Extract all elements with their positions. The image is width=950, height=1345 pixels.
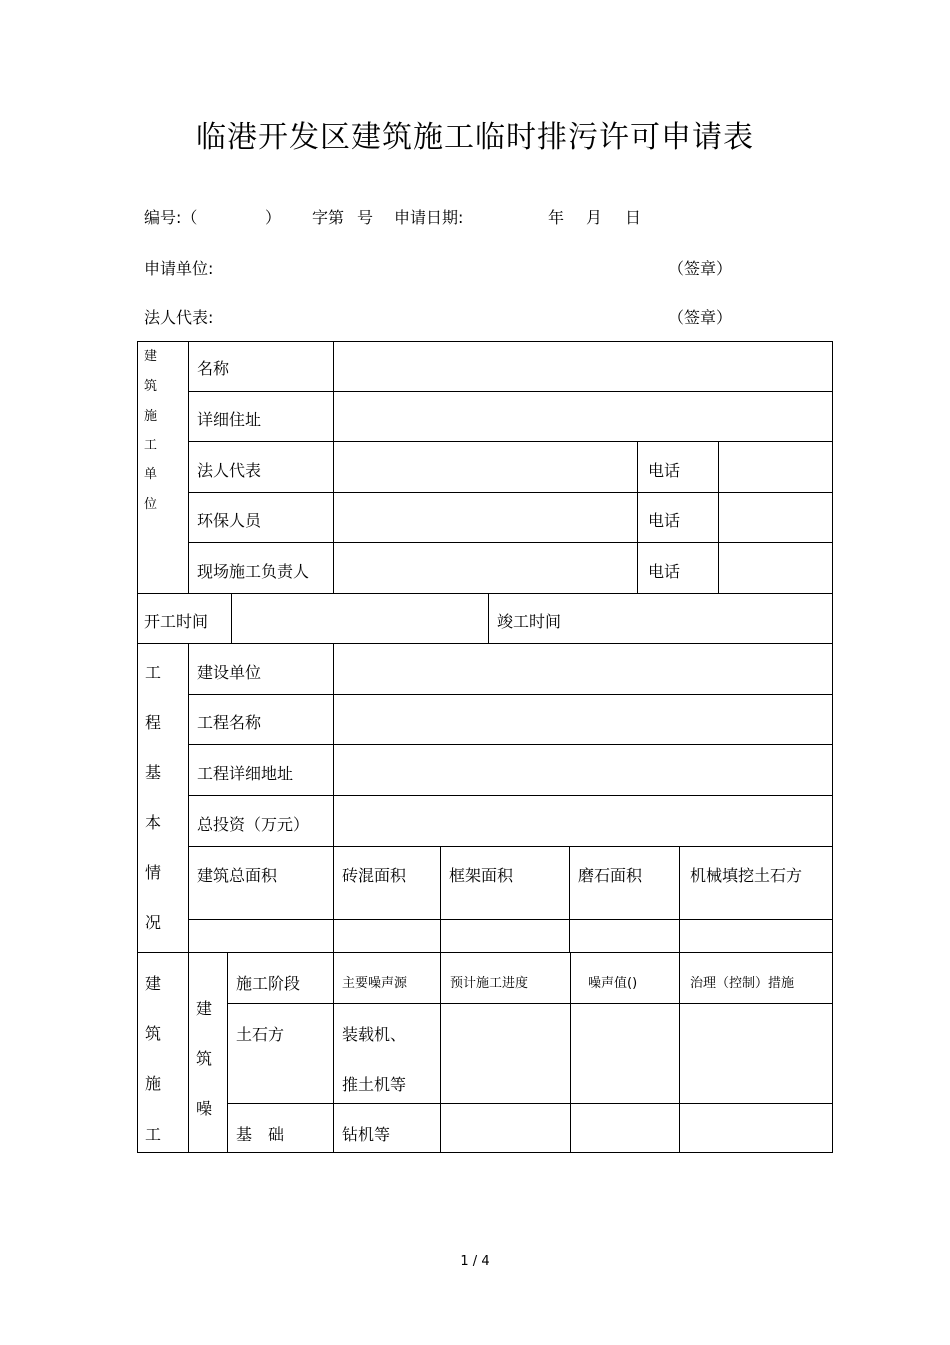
col-noise-value-header: 噪声值() xyxy=(588,976,638,991)
section3-side-char: 筑 xyxy=(145,1024,162,1043)
applicant-unit-label: 申请单位: xyxy=(144,259,214,278)
month-label: 月 xyxy=(586,208,603,227)
zi-di-label: 字第 xyxy=(312,208,345,227)
phone-label: 电话 xyxy=(648,562,681,581)
col-noise-source-header: 主要噪声源 xyxy=(342,976,408,991)
col-stage-header: 施工阶段 xyxy=(236,974,301,993)
frame-area-label: 框架面积 xyxy=(449,866,514,885)
legal-rep-header-stamp: （签章） xyxy=(668,308,733,327)
section1-side-char: 单 xyxy=(144,467,158,482)
apply-date-label: 申请日期: xyxy=(394,208,464,227)
section2-side-char: 情 xyxy=(145,863,162,882)
row2-source: 钻机等 xyxy=(342,1125,391,1144)
col-schedule-header: 预计施工进度 xyxy=(450,976,529,991)
brick-area-label: 砖混面积 xyxy=(342,866,407,885)
number-close: ） xyxy=(265,208,282,227)
builder-label: 建设单位 xyxy=(197,663,262,682)
site-manager-label: 现场施工负责人 xyxy=(197,562,310,581)
section2-side-char: 程 xyxy=(145,713,162,732)
section1-side-char: 施 xyxy=(144,409,158,424)
section1-side-char: 工 xyxy=(144,438,158,453)
project-name-label: 工程名称 xyxy=(197,713,262,732)
start-time-label: 开工时间 xyxy=(144,612,209,631)
row1-stage: 土石方 xyxy=(236,1025,285,1044)
row1-source-line1: 装载机、 xyxy=(342,1025,407,1044)
section2-side-char: 基 xyxy=(145,763,162,782)
page-title: 临港开发区建筑施工临时排污许可申请表 xyxy=(196,120,754,155)
section3-sub-side-char: 噪 xyxy=(196,1099,213,1118)
row2-stage: 基 础 xyxy=(236,1125,285,1144)
terrazzo-area-label: 磨石面积 xyxy=(578,866,643,885)
address-label: 详细住址 xyxy=(197,410,262,429)
col-measures-header: 治理（控制）措施 xyxy=(690,976,795,991)
project-address-label: 工程详细地址 xyxy=(197,764,294,783)
section2-side-char: 况 xyxy=(145,913,162,932)
name-label: 名称 xyxy=(197,359,230,378)
section1-side-char: 建 xyxy=(144,349,158,364)
phone-label: 电话 xyxy=(648,511,681,530)
investment-label: 总投资（万元） xyxy=(197,815,310,834)
legal-rep-header-label: 法人代表: xyxy=(144,308,214,327)
legal-rep-label: 法人代表 xyxy=(197,461,262,480)
section3-sub-side-char: 建 xyxy=(196,999,213,1018)
section1-side-char: 位 xyxy=(144,497,158,512)
section3-sub-side-char: 筑 xyxy=(196,1049,213,1068)
section3-side-char: 施 xyxy=(145,1074,162,1093)
env-staff-label: 环保人员 xyxy=(197,511,262,530)
total-area-label: 建筑总面积 xyxy=(197,866,278,885)
end-time-label: 竣工时间 xyxy=(497,612,562,631)
applicant-unit-stamp: （签章） xyxy=(668,259,733,278)
hao-label: 号 xyxy=(357,208,374,227)
section2-side-char: 本 xyxy=(145,813,162,832)
section1-side-char: 筑 xyxy=(144,379,158,394)
earthwork-label: 机械填挖土石方 xyxy=(690,866,803,885)
row1-source-line2: 推土机等 xyxy=(342,1075,407,1094)
year-label: 年 xyxy=(548,208,565,227)
day-label: 日 xyxy=(625,208,642,227)
section3-side-char: 工 xyxy=(145,1125,162,1144)
section3-side-char: 建 xyxy=(145,974,162,993)
phone-label: 电话 xyxy=(648,461,681,480)
page-number: 1 / 4 xyxy=(460,1254,490,1269)
number-label: 编号:（ xyxy=(144,208,198,227)
section2-side-char: 工 xyxy=(145,663,162,682)
